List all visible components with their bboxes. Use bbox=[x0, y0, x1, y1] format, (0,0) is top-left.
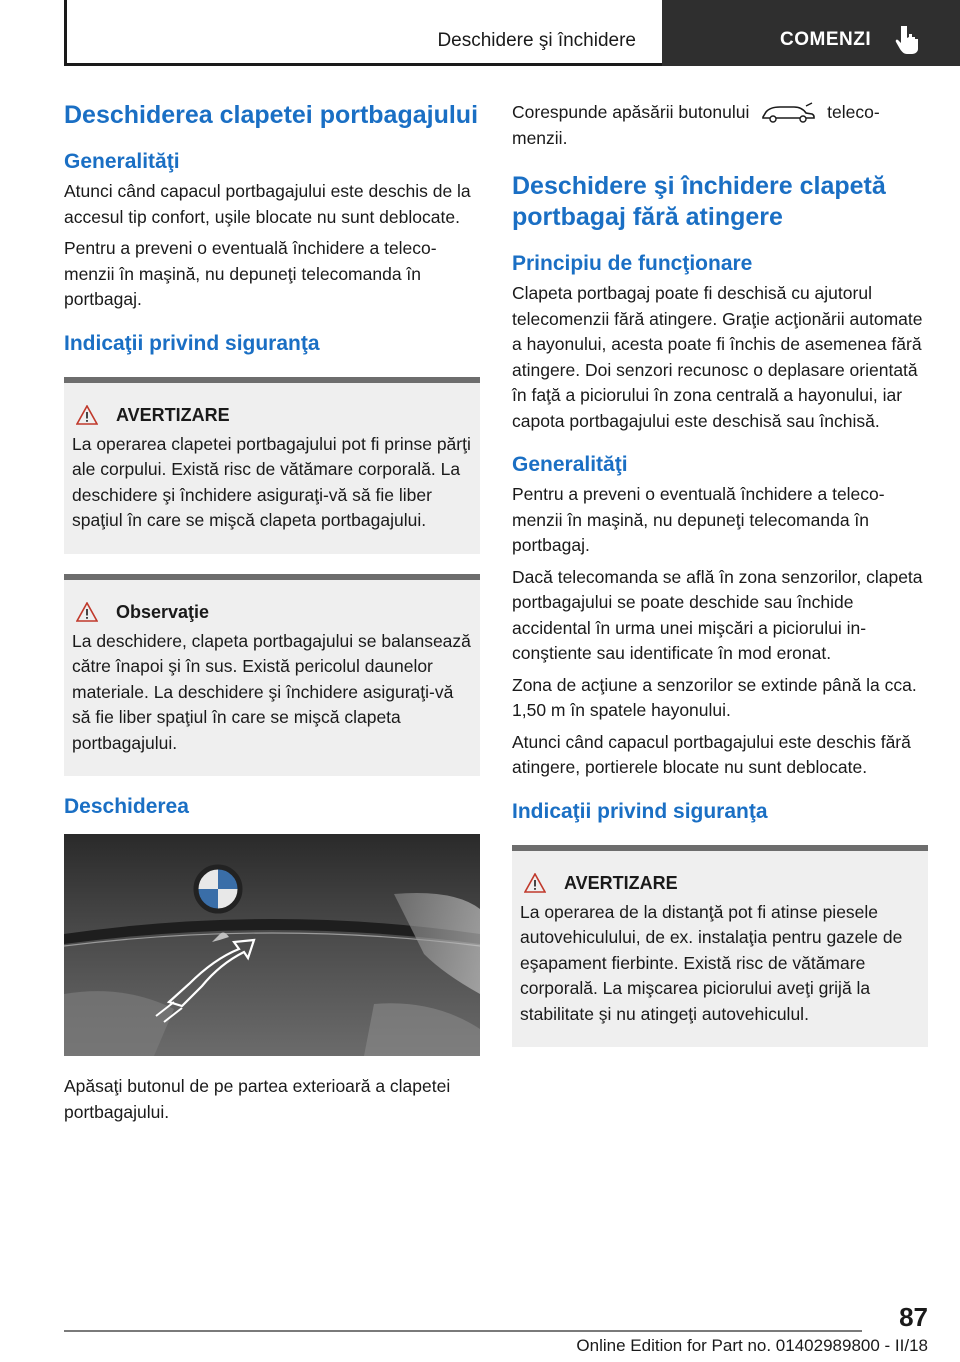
page-number: 87 bbox=[899, 1302, 928, 1332]
trunk-button-photo bbox=[64, 834, 480, 1056]
warning-box bbox=[64, 377, 480, 554]
subheading-general: Generalităţi bbox=[64, 150, 180, 173]
warning-title: AVERTIZARE bbox=[564, 872, 678, 893]
pointing-hand-icon bbox=[894, 24, 924, 54]
subheading-safety: Indicaţii privind siguranţa bbox=[64, 331, 320, 355]
edition-footer: Online Edition for Part no. 01402989800 - II/18 bbox=[576, 1336, 928, 1355]
warning-triangle-icon bbox=[76, 405, 98, 425]
paragraph: Zona de acţiune a senzorilor se extinde până la cca. 1,50 m în spatele hayonului. bbox=[512, 674, 917, 720]
header-rule-bottom bbox=[64, 63, 662, 66]
footer-rule bbox=[64, 1330, 862, 1332]
car-trunk-remote-icon bbox=[760, 102, 816, 124]
paragraph: Atunci când capacul portbagajului este deschis de la accesul tip confort, uşile blocate nu sunt deblocate. bbox=[64, 181, 471, 227]
warning-triangle-icon bbox=[76, 602, 98, 622]
subheading-general: Generalităţi bbox=[512, 453, 628, 476]
section-title: Deschidere şi închidere bbox=[437, 30, 636, 51]
header-rule-left bbox=[64, 0, 67, 66]
section-heading-hands-free: Deschidere şi închidere clapetă portbagaj fără atingere bbox=[512, 172, 886, 231]
warning-triangle-icon bbox=[524, 873, 546, 893]
note-box bbox=[64, 574, 480, 777]
left-column bbox=[64, 100, 480, 1131]
warning-box bbox=[512, 845, 928, 1048]
warning-text: La operarea clapetei portbagajului pot fi prinse părţi ale corpului. Există risc de vătămare corporală. La deschidere şi închidere asiguraţi-vă să fie liber spaţiul în care se mişcă clapeta portbagajului. bbox=[72, 433, 471, 530]
section-heading-trunk-lid: Deschiderea clapetei portbagajului bbox=[64, 101, 479, 129]
chapter-tab-label[interactable]: COMENZI bbox=[780, 29, 872, 50]
paragraph: Clapeta portbagaj poate fi deschisă cu ajutorul telecomenzii fără atingere. Graţie acţionării automate a hayonului, acesta poate fi închis de asemenea fără atingere. Doi senzori recunosc o deplasare orientată în faţă a piciorului în zona centrală a hayonului, iar capota portbagajului este deschisă sau închisă. bbox=[512, 283, 923, 431]
intro-text-after: telecomenzii. bbox=[512, 102, 880, 148]
right-column bbox=[512, 100, 928, 1061]
subheading-safety: Indicaţii privind siguranţa bbox=[512, 799, 768, 823]
note-title: Observaţie bbox=[116, 601, 210, 622]
subheading-principle: Principiu de funcţionare bbox=[512, 252, 753, 275]
intro-paragraph bbox=[512, 100, 928, 151]
paragraph: Atunci când capacul portbagajului este deschis fără atingere, portierele blocate nu sunt deblocate. bbox=[512, 731, 911, 777]
paragraph: Dacă telecomanda se află în zona senzorilor, clapeta portbagajului se poate deschide sau închide accidental în urma unei mişcări a piciorului inconştiente sau identificate în mod eronat. bbox=[512, 566, 923, 663]
note-text: La deschidere, clapeta portbagajului se balansează către înapoi şi în sus. Există pericolul daunelor materiale. La deschidere şi închidere asiguraţi-vă să fie liber spaţiul în care se mişcă clapeta portbagajului. bbox=[72, 630, 471, 753]
paragraph: Pentru a preveni o eventuală închidere a telecomenzii în maşină, nu depuneţi telecomanda în portbagaj. bbox=[512, 484, 885, 555]
photo-caption: Apăsaţi butonul de pe partea exterioară a clapetei portbagajului. bbox=[64, 1076, 451, 1122]
intro-text-before: Corespunde apăsării butonului bbox=[512, 102, 750, 122]
paragraph: Pentru a preveni o eventuală închidere a telecomenzii în maşină, nu depuneţi telecomanda în portbagaj. bbox=[64, 238, 437, 309]
warning-title: AVERTIZARE bbox=[116, 404, 230, 425]
subheading-opening: Deschiderea bbox=[64, 795, 189, 818]
warning-text: La operarea de la distanţă pot fi atinse piesele autovehiculului, de ex. instalaţia pentru gazele de eşapament fierbinte. Există risc de vătămare corporală. La mişcarea piciorului aveţi grijă la stabilitate şi nu atingeţi autovehiculul. bbox=[520, 901, 903, 1024]
